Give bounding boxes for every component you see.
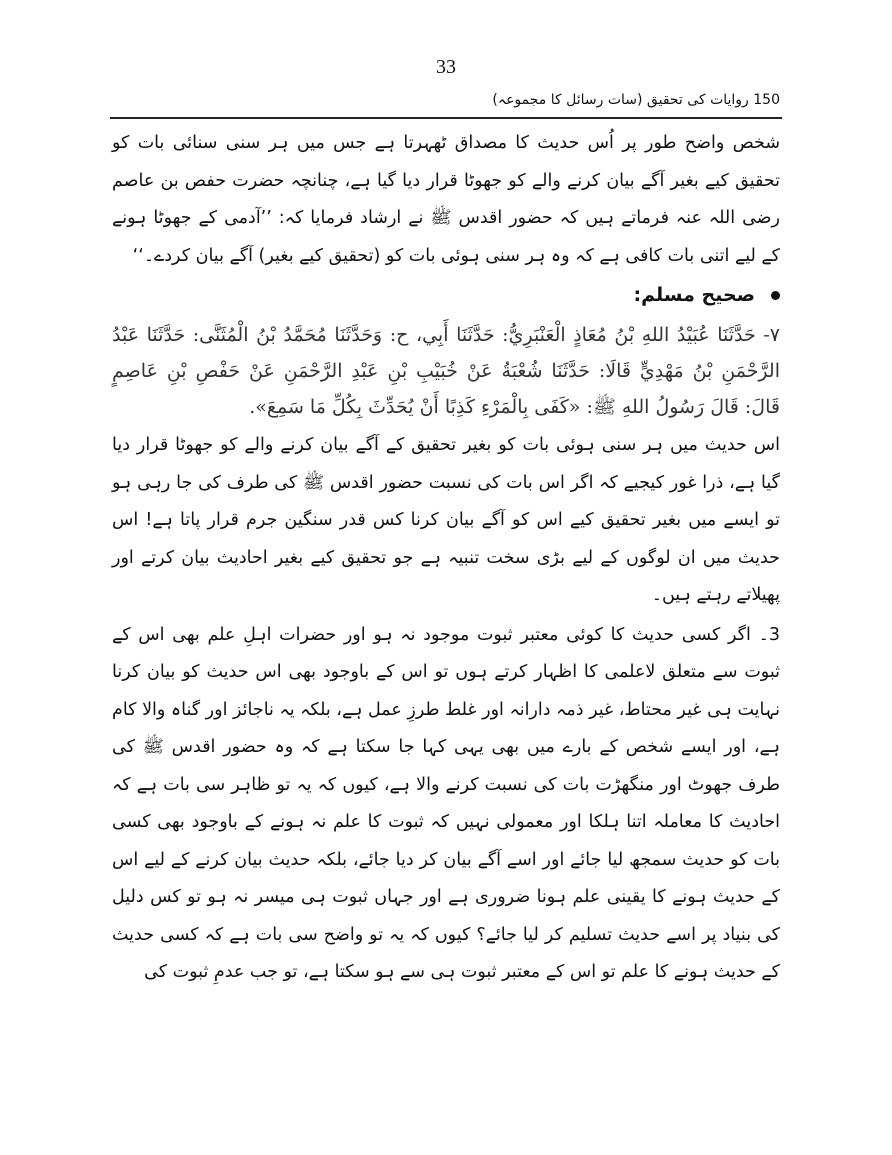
page-body [112, 125, 780, 992]
paragraph-2: اس حدیث میں ہر سنی ہوئی بات کو بغیر تحقیق کے آگے بیان کرنے والے کو جھوٹا قرار دیا گیا ہے، ذرا غور کیجیے کہ اگر اس بات کی نسبت حضور اقدس ﷺ کی طرف کی جا رہی ہو تو ایسے میں بغیر تحقیق کیے اس کو آگے بیان کرنا کس قدر سنگین جرم قرار پاتا ہے! اس حدیث میں ان لوگوں کے لیے بڑی سخت تنبیہ ہے جو تحقیق کیے بغیر احادیث بیان کرتے اور پھیلاتے رہتے ہیں۔ [112, 435, 780, 605]
arabic-hadith-text: ٧- حَدَّثَنَا عُبَيْدُ اللهِ بْنُ مُعَاذٍ الْعَنْبَرِيُّ: حَدَّثَنَا أَبِي، ح: وَحَدَّثَنَا مُحَمَّدُ بْنُ الْمُثَنَّى: حَدَّثَنَا عَبْدُ الرَّحْمَنِ بْنُ مَهْدِيٍّ قَالَا: حَدَّثَنَا شُعْبَةُ عَنْ خُبَيْبِ بْنِ عَبْدِ الرَّحْمَنِ عَنْ حَفْصِ بْنِ عَاصِمٍ قَالَ: قَالَ رَسُولُ اللهِ ﷺ: «كَفَى بِالْمَرْءِ كَذِبًا أَنْ يُحَدِّثَ بِكُلِّ مَا سَمِعَ». [112, 324, 780, 418]
page-number: 33 [436, 56, 456, 78]
running-title: 150 روایات کی تحقیق (سات رسائل کا مجموعہ) [492, 92, 780, 108]
paragraph-1: شخص واضح طور پر اُس حدیث کا مصداق ٹھہرتا ہے جس میں ہر سنی سنائی بات کو تحقیق کیے بغیر آگے بیان کرنے والے کو جھوٹا قرار دیا گیا ہے، چنانچہ حضرت حفص بن عاصم رضی اللہ عنہ فرماتے ہیں کہ حضور اقدس ﷺ نے ارشاد فرمایا کہ: ’’آدمی کے جھوٹا ہونے کے لیے اتنی بات کافی ہے کہ وہ ہر سنی ہوئی بات کو (تحقیق کیے بغیر) آگے بیان کردے۔‘‘ [112, 133, 780, 266]
bullet-icon [771, 291, 780, 300]
section-heading [112, 275, 780, 315]
header-rule [110, 117, 782, 119]
paragraph-3: 3۔ اگر کسی حدیث کا کوئی معتبر ثبوت موجود نہ ہو اور حضرات اہلِ علم بھی اس کے ثبوت سے متعلق لاعلمی کا اظہار کرتے ہوں تو اس کے باوجود بھی اس حدیث کو بیان کرنا نہایت ہی غیر محتاط، غیر ذمہ دارانہ اور غلط طرزِ عمل ہے، بلکہ یہ ناجائز اور گناہ والا کام ہے، اور ایسے شخص کے بارے میں بھی یہی کہا جا سکتا ہے کہ وہ حضور اقدس ﷺ کی طرف جھوٹ اور منگھڑت بات کی نسبت کرنے والا ہے، کیوں کہ یہ تو ظاہر سی بات ہے کہ احادیث کا معاملہ اتنا ہلکا اور معمولی نہیں کہ ثبوت کا علم نہ ہونے کے باوجود بھی کسی بات کو حدیث سمجھ لیا جائے اور اسے آگے بیان کر دیا جائے، بلکہ حدیث بیان کرنے کے لیے اس کے حدیث ہونے کا یقینی علم ہونا ضروری ہے اور جہاں ثبوت ہی میسر نہ ہو تو کس دلیل کی بنیاد پر اسے حدیث تسلیم کر لیا جائے؟ کیوں کہ یہ تو واضح سی بات ہے کہ کسی حدیث کے حدیث ہونے کا علم تو اس کے معتبر ثبوت ہی سے ہو سکتا ہے، تو جب عدمِ ثبوت کی [112, 624, 780, 982]
heading-text: صحیح مسلم: [633, 284, 755, 306]
